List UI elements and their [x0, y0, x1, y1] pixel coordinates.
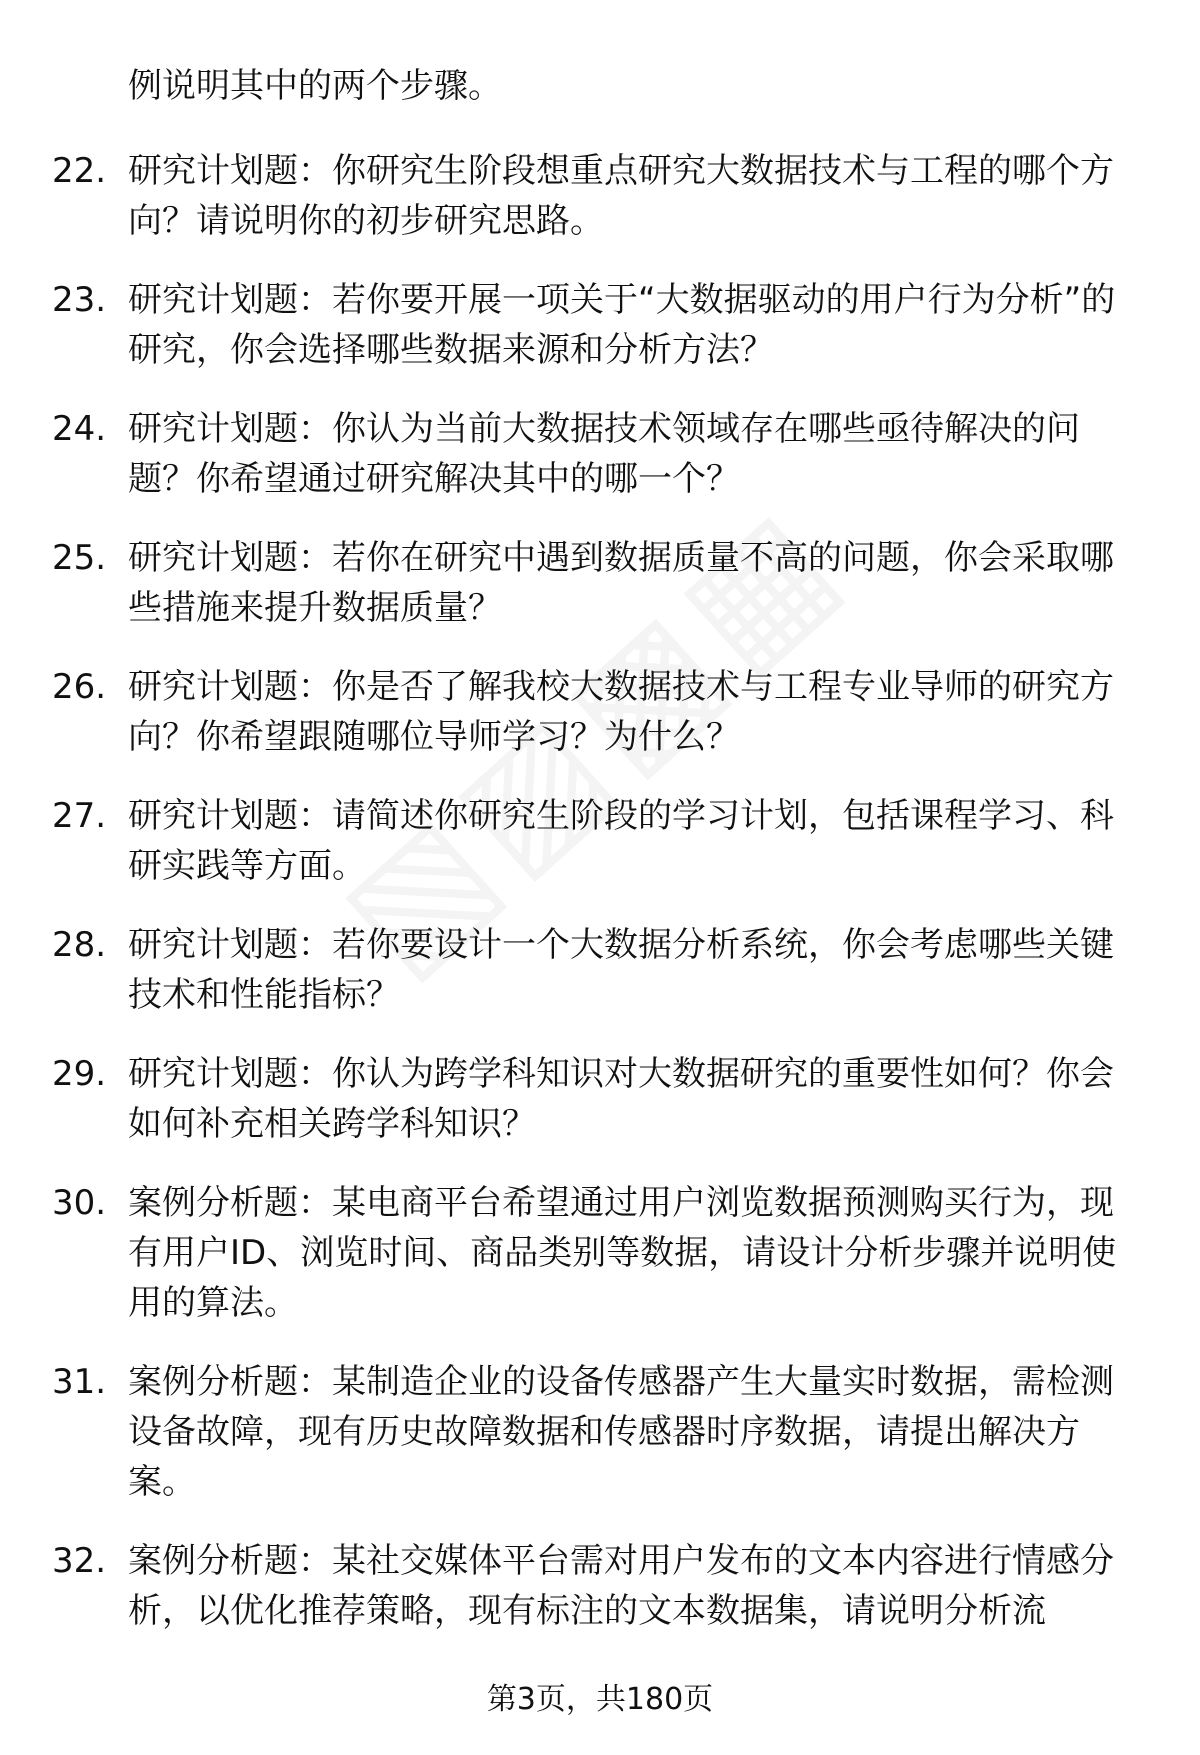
question-number: 26.: [52, 667, 107, 707]
question-list: [0, 146, 1200, 1665]
question-item: [0, 1536, 1200, 1636]
continued-question-text: 例说明其中的两个步骤。: [128, 66, 502, 106]
question-number: 22.: [52, 151, 107, 191]
question-item: [0, 662, 1200, 762]
question-text: 研究计划题：请简述你研究生阶段的学习计划，包括课程学习、科研实践等方面。: [128, 796, 1114, 886]
question-text: 研究计划题：若你要设计一个大数据分析系统，你会考虑哪些关键技术和性能指标？: [128, 925, 1114, 1015]
question-number: 25.: [52, 538, 107, 578]
question-text: 研究计划题：你是否了解我校大数据技术与工程专业导师的研究方向？你希望跟随哪位导师学习？为什么？: [128, 667, 1114, 757]
question-item: [0, 1049, 1200, 1149]
question-text: 研究计划题：若你在研究中遇到数据质量不高的问题，你会采取哪些措施来提升数据质量？: [128, 538, 1114, 628]
question-text: 案例分析题：某社交媒体平台需对用户发布的文本内容进行情感分析，以优化推荐策略，现有标注的文本数据集，请说明分析流: [128, 1541, 1114, 1631]
question-text: 研究计划题：你认为当前大数据技术领域存在哪些亟待解决的问题？你希望通过研究解决其中的哪一个？: [128, 409, 1080, 499]
question-item: [0, 404, 1200, 504]
question-text: 案例分析题：某制造企业的设备传感器产生大量实时数据，需检测设备故障，现有历史故障数据和传感器时序数据，请提出解决方案。: [128, 1362, 1114, 1502]
question-item: [0, 920, 1200, 1020]
question-item: [0, 146, 1200, 246]
question-number: 32.: [52, 1541, 107, 1581]
question-item: [0, 791, 1200, 891]
question-item: [0, 1178, 1200, 1328]
question-item: [0, 533, 1200, 633]
question-text: 研究计划题：你认为跨学科知识对大数据研究的重要性如何？你会如何补充相关跨学科知识？: [128, 1054, 1114, 1144]
question-number: 24.: [52, 409, 107, 449]
question-number: 28.: [52, 925, 107, 965]
page-footer: 第3页，共180页: [486, 1682, 714, 1717]
question-number: 30.: [52, 1183, 107, 1223]
question-number: 29.: [52, 1054, 107, 1094]
question-text: 案例分析题：某电商平台希望通过用户浏览数据预测购买行为，现有用户ID、浏览时间、商品类别等数据，请设计分析步骤并说明使用的算法。: [128, 1183, 1117, 1323]
question-number: 31.: [52, 1362, 107, 1402]
question-text: 研究计划题：你研究生阶段想重点研究大数据技术与工程的哪个方向？请说明你的初步研究思路。: [128, 151, 1114, 241]
question-item: [0, 275, 1200, 375]
question-number: 27.: [52, 796, 107, 836]
question-text: 研究计划题：若你要开展一项关于“大数据驱动的用户行为分析”的研究，你会选择哪些数据来源和分析方法？: [128, 280, 1116, 370]
question-number: 23.: [52, 280, 107, 320]
question-item: [0, 1357, 1200, 1507]
